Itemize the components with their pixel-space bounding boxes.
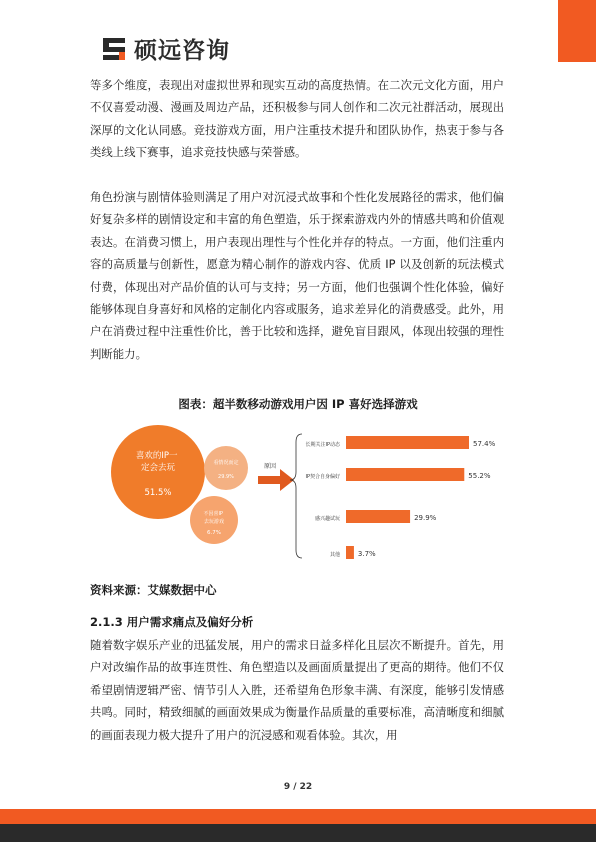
bubble-main-value: 51.5% — [144, 488, 172, 498]
figure-source: 资料来源：艾媒数据中心 — [90, 583, 217, 597]
bar-category-label: 长期关注IP动态 — [305, 442, 340, 448]
bar-value-label: 3.7% — [357, 550, 376, 558]
bar — [346, 468, 464, 481]
bubble-situational — [204, 446, 248, 490]
bubble-main-label: 喜欢的IP一 定会去玩 — [135, 451, 178, 473]
logo-text: 硕远咨询 — [134, 38, 230, 64]
footer-band-orange — [0, 809, 596, 824]
paragraph-3: 随着数字娱乐产业的迅猛发展，用户的需求日益多样化且层次不断提升。首先，用户对改编作品的故事连贯性、角色塑造以及画面质量提出了更高的期待。他们不仅希望剧情逻辑严密、情节引人入胜，还希望角色形象丰满、有深度，能够引发情感共鸣。同时，精致细腻的画面效果成为衡量作品质量的重要标准，高清晰度和细腻的画面表现力极大提升了用户的沉浸感和观看体验。其次，用 — [90, 638, 504, 742]
logo-mark-icon — [100, 35, 128, 63]
bar — [346, 546, 354, 559]
bar-category-label: 其他 — [329, 552, 340, 558]
bar-value-label: 29.9% — [414, 514, 437, 522]
arrow-icon — [258, 469, 294, 491]
section-heading: 2.1.3 用户需求痛点及偏好分析 — [90, 615, 254, 629]
footer-band-dark — [0, 824, 596, 842]
arrow-label: 原因 — [263, 463, 277, 470]
figure-title: 图表：超半数移动游戏用户因 IP 喜好选择游戏 — [178, 397, 418, 411]
logo — [100, 32, 230, 65]
paragraph-2: 角色扮演与剧情体验则满足了用户对沉浸式故事和个性化发展路径的需求，他们偏好复杂多样的剧情设定和丰富的角色塑造，乐于探索游戏内外的情感共鸣和价值观表达。在消费习惯上，用户表现出理性与个性化并存的特点。一方面，他们注重内容的高质量与创新性，愿意为精心制作的游戏内容、优质 IP 以及创新的玩法模式付费，体现出对产品价值的认可与支持；另一方面，他们也强调个性化体验，偏好能够体现自身喜好和风格的定制化内容或服务，追求差异化的消费感受。此外，用户在消费过程中注重性价比，善于比较和选择，避免盲目跟风，体现出较强的理性判断能力。 — [90, 190, 504, 361]
bubble-situational-value: 29.9% — [218, 474, 234, 480]
bar — [346, 436, 469, 449]
bar — [346, 510, 410, 523]
bar-value-label: 55.2% — [468, 472, 491, 480]
bubble-no-value: 6.7% — [207, 530, 221, 536]
bracket — [290, 434, 302, 558]
page-number: 9 / 22 — [283, 782, 313, 792]
bubble-situational-label: 看情况而定 — [213, 460, 239, 466]
paragraph-1: 等多个维度，表现出对虚拟世界和现实互动的高度热情。在二次元文化方面，用户不仅喜爱动漫、漫画及周边产品，还积极参与同人创作和二次元社群活动，展现出深厚的文化认同感。竞技游戏方面，用户注重技术提升和团队协作，热衷于参与各类线上线下赛事，追求竞技快感与荣誉感。 — [90, 78, 504, 160]
bar-category-label: IP契合自身偏好 — [305, 474, 340, 480]
corner-accent — [558, 0, 596, 62]
bar-category-label: 感兴趣试玩 — [314, 516, 340, 522]
bubble-no-label: 不因喜IP 去玩游戏 — [203, 511, 225, 525]
bar-value-label: 57.4% — [473, 440, 496, 448]
chart — [110, 420, 500, 580]
